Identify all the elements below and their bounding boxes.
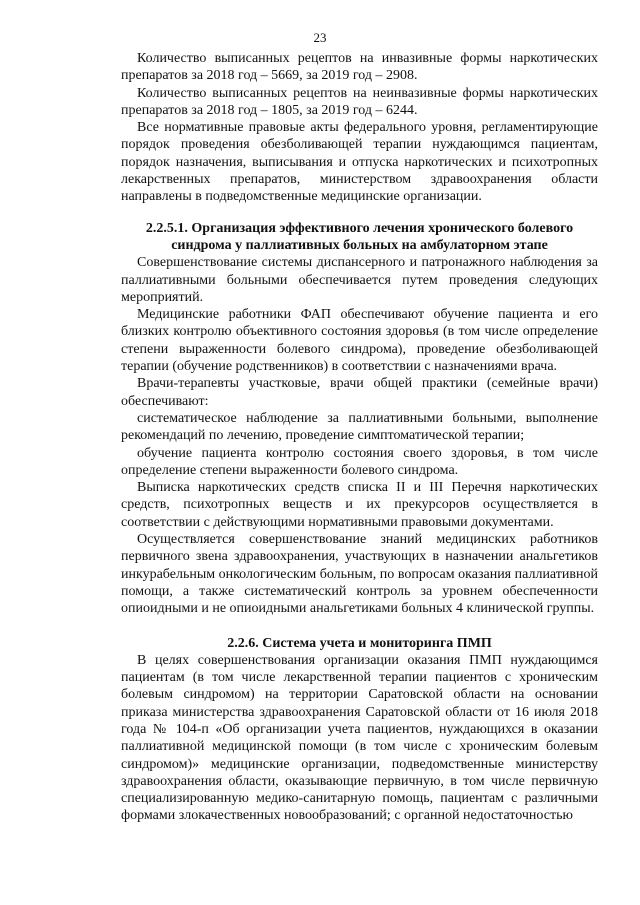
- section-heading-2-2-6: 2.2.6. Система учета и мониторинга ПМП: [227, 635, 492, 651]
- paragraph-dispensary: Совершенствование системы диспансерного и патронажного наблюдения за паллиативными больными обеспечивается путем проведения следующих мероприятий.: [121, 255, 598, 305]
- paragraph-noninvasive-recipes: Количество выписанных рецептов на неинвазивные формы наркотических препаратов за 2018 год – 1805, за 2019 год – 6244.: [121, 85, 598, 118]
- list-item-training: обучение пациента контролю состояния своего здоровья, в том числе определение степени выраженности болевого синдрома.: [121, 445, 598, 478]
- paragraph-invasive-recipes: Количество выписанных рецептов на инвазивные формы наркотических препаратов за 2018 год – 5669, за 2019 год – 2908.: [121, 51, 598, 84]
- paragraph-therapists: Врачи-терапевты участковые, врачи общей практики (семейные врачи) обеспечивают:: [121, 376, 598, 409]
- paragraph-prescriptions: Выписка наркотических средств списка II и III Перечня наркотических средств, психотропных веществ и их прекурсоров осуществляется в соответствии с действующими нормативными правовыми документами.: [121, 480, 598, 530]
- paragraph-normative-acts: Все нормативные правовые акты федерального уровня, регламентирующие порядок проведения обезболивающей терапии нуждающимся пациентам, порядок назначения, выписывания и отпуска наркотических и психотропных лекарственных препаратов, министерством здравоохранения области направлены в подведомственные медицинские организации.: [121, 120, 598, 205]
- paragraph-knowledge: Осуществляется совершенствование знаний медицинских работников первичного звена здравоохранения, участвующих в назначении анальгетиков инкурабельным онкологическим больным, по вопросам оказания паллиативной помощи, а также систематический контроль за уровнем обеспеченности опиоидными и не опиоидными анальгетиками больных 4 клинической группы.: [121, 532, 598, 617]
- page-number: 23: [313, 30, 327, 45]
- page-content: [121, 50, 598, 825]
- paragraph-accounting: В целях совершенствования организации оказания ПМП нуждающимся пациентам (в том числе лекарственной терапии пациентов с хроническим болевым синдромом) на территории Саратовской области на основании приказа министерства здравоохранения Саратовской области от 16 июля 2018 года № 104-п «Об организации учета пациентов, нуждающихся в оказании паллиативной медицинской помощи (в том числе с хроническим болевым синдромом)» медицинские организации, подведомственные министерству здравоохранения области, оказывающие первичную, в том числе первичную специализированную медико-санитарную помощь, пациентам с различными формами злокачественных новообразований; с органной недостаточностью: [121, 652, 598, 824]
- section-heading-2-2-5-1: 2.2.5.1. Организация эффективного лечения хронического болевого синдрома у паллиативных больных на амбулаторном этапе: [145, 220, 574, 253]
- paragraph-fap-workers: Медицинские работники ФАП обеспечивают обучение пациента и его близких контролю объективного состояния здоровья (в том числе определение степени выраженности болевого синдрома), проведение обезболивающей терапии (обучение родственников) в соответствии с назначениями врача.: [121, 307, 598, 375]
- list-item-observation: систематическое наблюдение за паллиативными больными, выполнение рекомендаций по лечению, проведение симптоматической терапии;: [121, 410, 598, 444]
